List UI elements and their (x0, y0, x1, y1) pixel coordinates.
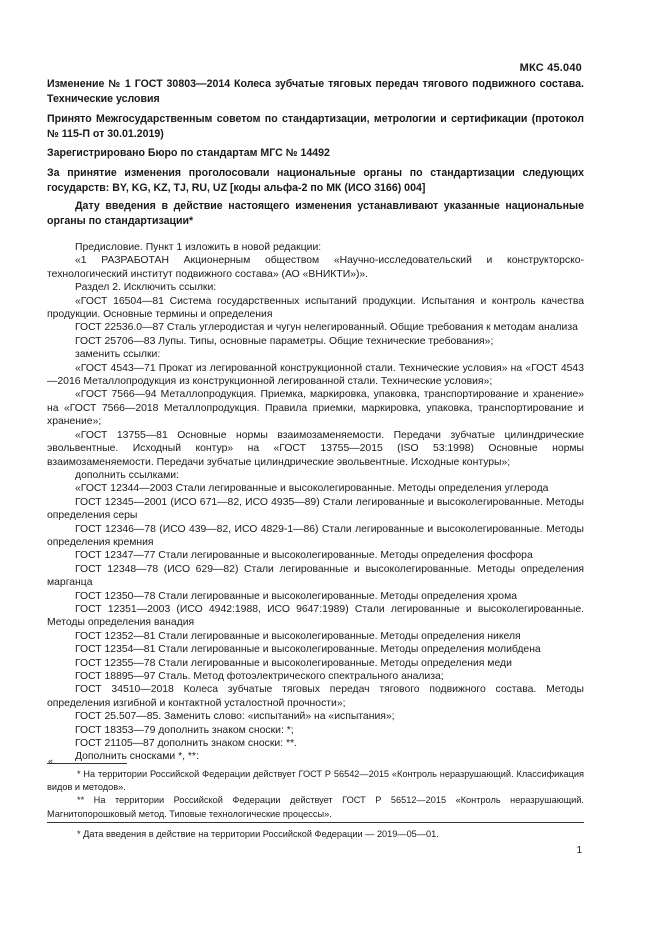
body-line: ГОСТ 12355—78 Стали легированные и высоколегированные. Методы определения меди (75, 657, 512, 669)
date-footnote-block (47, 828, 584, 841)
body-line: ГОСТ 18895—97 Сталь. Метод фотоэлектрического спектрального анализа; (75, 671, 444, 682)
body-line: ГОСТ 18353—79 дополнить знаком сноски: *; (75, 724, 294, 736)
body-line: заменить ссылки: (75, 349, 161, 361)
body-line: ГОСТ 34510—2018 Колеса зубчатые тяговых передач тягового подвижного состава. Методы определения изгибной и контактной усталостной прочности»; (47, 684, 584, 709)
body-line: Раздел 2. Исключить ссылки: (75, 282, 217, 294)
body-line: «ГОСТ 16504—81 Система государственных испытаний продукции. Испытания и контроль качества продукции. Основные термины и определения (47, 295, 584, 321)
footnotes-block (47, 768, 584, 821)
body-line: ГОСТ 12354—81 Стали легированные и высоколегированные. Методы определения молибдена (75, 644, 541, 656)
body-line: ГОСТ 25706—83 Лупы. Типы, основные параметры. Общие технические требования»; (75, 335, 494, 347)
amendment-title: Изменение № 1 ГОСТ 30803—2014 Колеса зубчатые тяговых передач тягового подвижного состава. Технические условия (47, 78, 584, 105)
body-line: «1 РАЗРАБОТАН Акционерным обществом «Научно-исследовательский и конструкторско-технологический институт подвижного состава» (АО «ВНИКТИ»)». (47, 255, 584, 280)
amendment-body (47, 241, 584, 764)
body-line: ГОСТ 25.507—85. Заменить слово: «испытаний» на «испытания»; (75, 711, 395, 723)
body-line: «ГОСТ 4543—71 Прокат из легированной конструкционной стали. Технические условия» на «ГОСТ 4543—2016 Металлопродукция из конструкционной легированной стали. Технические условия»; (47, 362, 584, 388)
footnote-2: ** На территории Российской Федерации действует ГОСТ Р 56512—2015 «Контроль неразрушающий. Магнитопорошковый метод. Типовые технологические процессы». (47, 795, 584, 819)
footnote-open-quote: « (48, 756, 54, 766)
body-line: ГОСТ 12347—77 Стали легированные и высоколегированные. Методы определения фосфора (75, 550, 533, 562)
footnote-1: * На территории Российской Федерации действует ГОСТ Р 56542—2015 «Контроль неразрушающий. Классификация видов и методов». (47, 769, 584, 793)
body-line: ГОСТ 12352—81 Стали легированные и высоколегированные. Методы определения никеля (75, 630, 521, 642)
body-line: Дополнить сносками *, **: (75, 751, 199, 763)
body-line: ГОСТ 22536.0—87 Сталь углеродистая и чугун нелегированный. Общие требования к методам анализа (75, 322, 578, 334)
page-number: 1 (576, 845, 582, 856)
effective-date-note: Дату введения в действие настоящего изменения устанавливают указанные национальные органы по стандартизации* (47, 200, 584, 227)
adoption-note: Принято Межгосударственным советом по стандартизации, метрологии и сертификации (протокол № 115-П от 30.01.2019) (47, 113, 584, 140)
body-line: «ГОСТ 7566—94 Металлопродукция. Приемка, маркировка, упаковка, транспортирование и хранение» на «ГОСТ 7566—2018 Металлопродукция. Правила приемки, маркировка, упаковка, транспортирование и хранение»; (47, 389, 584, 428)
body-line: ГОСТ 21105—87 дополнить знаком сноски: **. (75, 738, 297, 750)
voting-note: За принятие изменения проголосовали национальные органы по стандартизации следующих государств: BY, KG, KZ, TJ, RU, UZ [коды альфа-2 по МК (ИСО 3166) 004] (47, 167, 584, 194)
body-line: ГОСТ 12345—2001 (ИСО 671—82, ИСО 4935—89) Стали легированные и высоколегированные. Методы определения серы (47, 496, 584, 522)
footnote-separator-2 (47, 822, 584, 823)
registration-note: Зарегистрировано Бюро по стандартам МГС № 14492 (47, 147, 330, 159)
body-line: ГОСТ 12348—78 (ИСО 629—82) Стали легированные и высоколегированные. Методы определения марганца (47, 563, 584, 589)
body-line: ГОСТ 12350—78 Стали легированные и высоколегированные. Методы определения хрома (75, 590, 517, 602)
body-line: ГОСТ 12346—78 (ИСО 439—82, ИСО 4829-1—86) Стали легированные и высоколегированные. Методы определения кремния (47, 523, 584, 548)
mks-code: МКС 45.040 (519, 62, 582, 74)
body-line: ГОСТ 12351—2003 (ИСО 4942:1988, ИСО 9647:1989) Стали легированные и высоколегированные. Методы определения ванадия (47, 603, 584, 629)
body-line: Предисловие. Пункт 1 изложить в новой редакции: (75, 242, 322, 253)
body-line: дополнить ссылками: (75, 469, 179, 481)
footnote-date: * Дата введения в действие на территории Российской Федерации — 2019—05—01. (77, 829, 439, 839)
body-line: «ГОСТ 12344—2003 Стали легированные и высоколегированные. Методы определения углерода (75, 483, 549, 495)
footnote-separator (47, 763, 127, 764)
body-line: «ГОСТ 13755—81 Основные нормы взаимозаменяемости. Передачи зубчатые цилиндрические эвольвентные. Исходный контур» на «ГОСТ 13755—2015 (ISO 53:1998) Основные нормы взаимозаменяемости. Передачи зубчатые цилиндрические эвольвентные. Исходные контуры»; (47, 429, 584, 468)
